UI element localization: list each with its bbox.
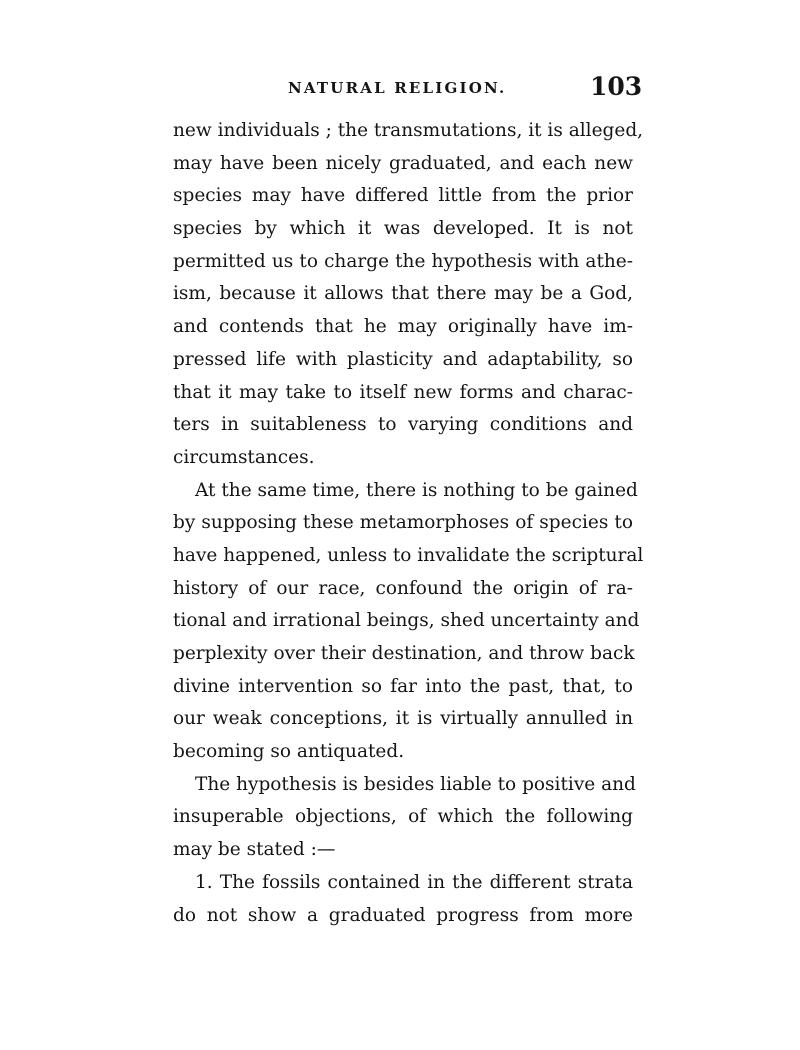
text-line: At the same time, there is nothing to be gained xyxy=(195,479,638,501)
text-line: have happened, unless to invalidate the scriptural xyxy=(173,544,644,566)
text-line: new individuals ; the transmutations, it is alleged, xyxy=(173,120,644,141)
text-line: ism, because it allows that there may be a God, xyxy=(173,283,633,305)
text-line: by supposing these metamorphoses of species to xyxy=(173,512,633,534)
text-line: history of our race, confound the origin of ra- xyxy=(173,577,633,599)
body-text xyxy=(173,115,644,932)
text-line: perplexity over their destination, and throw back xyxy=(173,643,635,664)
text-line: and contends that he may originally have im- xyxy=(173,316,633,338)
text-line: The hypothesis is besides liable to positive and xyxy=(195,773,636,795)
text-line: our weak conceptions, it is virtually annulled in xyxy=(173,708,633,730)
running-head-title: NATURAL RELIGION. xyxy=(288,79,507,97)
page-number: 103 xyxy=(590,72,643,101)
text-line: pressed life with plasticity and adaptability, so xyxy=(173,348,633,370)
text-line: may have been nicely graduated, and each new xyxy=(173,152,633,174)
text-line: permitted us to charge the hypothesis with athe- xyxy=(173,250,633,272)
text-line: may be stated :— xyxy=(173,839,336,861)
text-line: species by which it was developed. It is not xyxy=(173,218,633,240)
text-line: species may have differed little from the prior xyxy=(173,185,633,207)
text-line: insuperable objections, of which the following xyxy=(173,806,633,828)
text-line: do not show a graduated progress from more xyxy=(173,904,633,926)
text-line: 1. The fossils contained in the different strata xyxy=(195,871,633,893)
text-line: ters in suitableness to varying conditions and xyxy=(173,414,633,436)
text-line: that it may take to itself new forms and charac- xyxy=(173,381,633,403)
text-line: tional and irrational beings, shed uncertainty and xyxy=(173,610,640,632)
text-line: becoming so antiquated. xyxy=(173,741,405,763)
text-line: divine intervention so far into the past, that, to xyxy=(173,675,633,697)
text-line: circumstances. xyxy=(173,446,315,468)
